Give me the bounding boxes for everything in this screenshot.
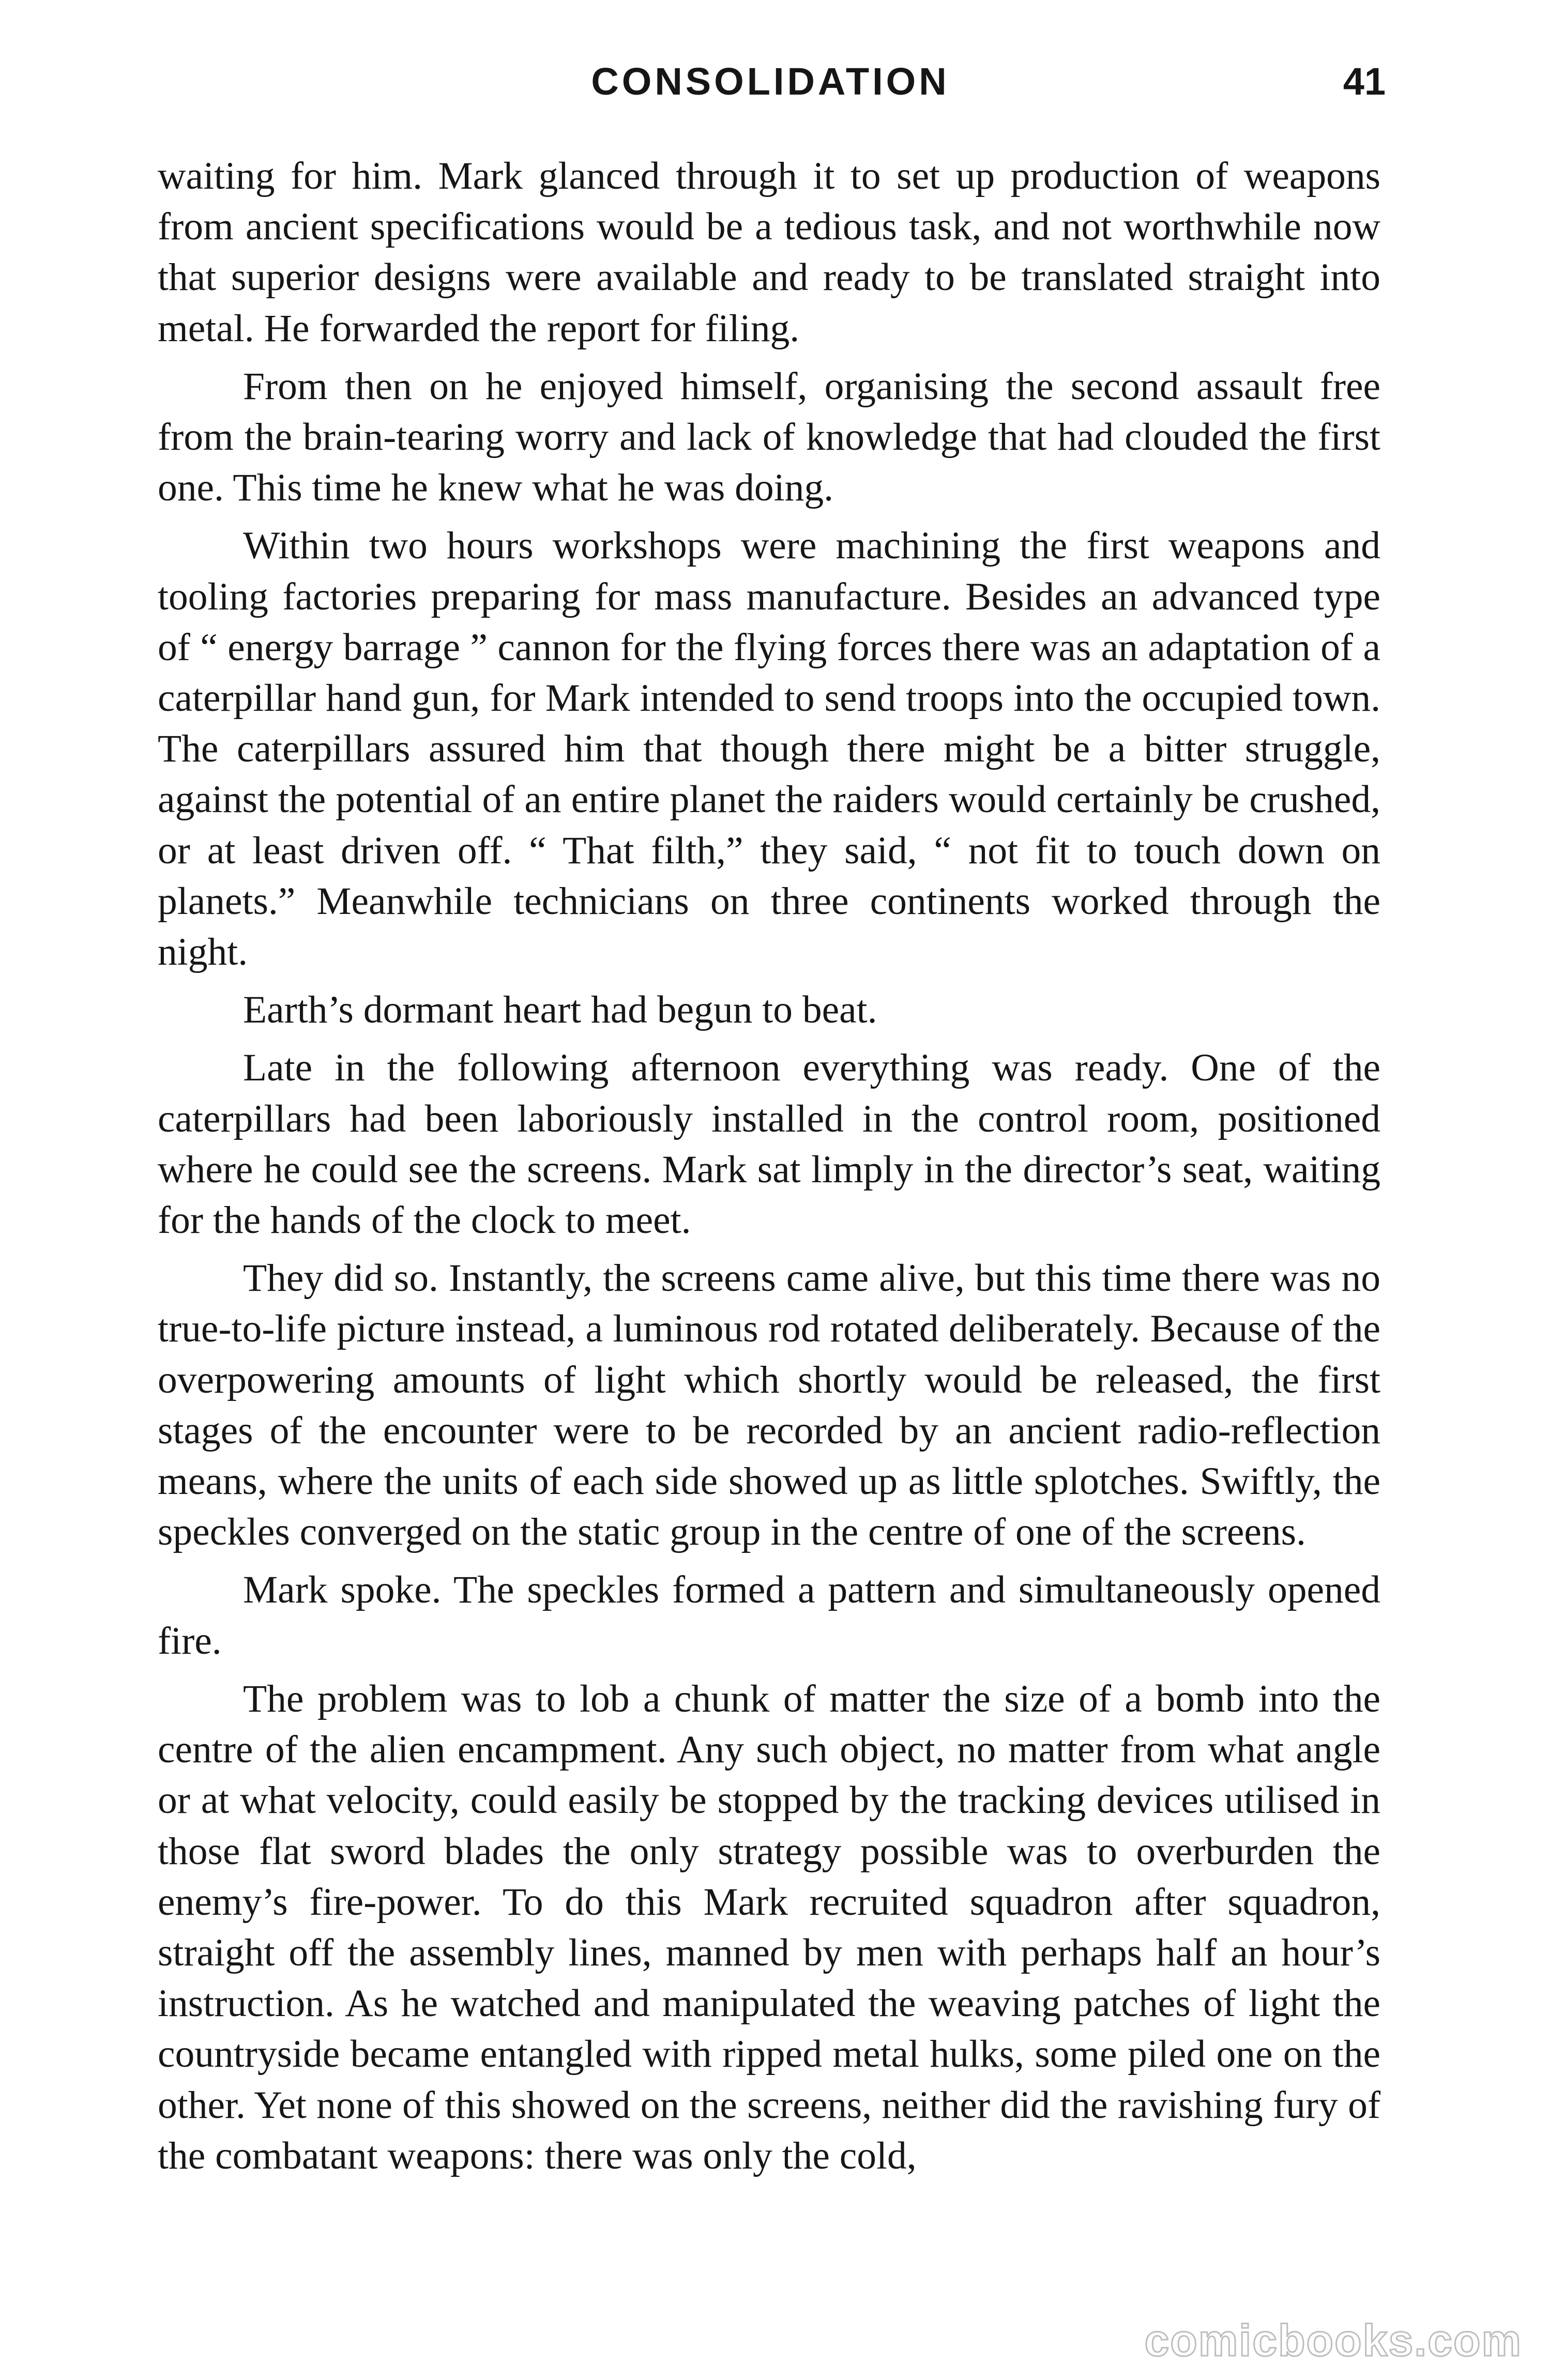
paragraph: From then on he enjoyed himself, organising the second assault free from the brain-tearing worry and lack of knowledge that had clouded the first one. This time he knew what he was doing.	[158, 364, 1380, 510]
paragraph: waiting for him. Mark glanced through it to set up production of weapons from ancient specifications would be a tedious task, and not worthwhile now that superior designs were available and ready to be translated straight into metal. He forwarded the report for filing.	[158, 155, 1380, 350]
paragraph: Within two hours workshops were machining the first weapons and tooling factories preparing for mass manufacture. Besides an advanced type of “ energy barrage ” cannon for the flying forces there was an adaptation of a caterpillar hand gun, for Mark intended to send troops into the occupied town. The caterpillars assured him that though there might be a bitter struggle, against the potential of an entire planet the raiders would certainly be crushed, or at least driven off. “ That filth,” they said, “ not fit to touch down on planets.” Meanwhile technicians on three continents worked through the night.	[158, 524, 1380, 974]
body-text	[158, 151, 1380, 2189]
paragraph: Mark spoke. The speckles formed a pattern and simultaneously opened fire.	[158, 1568, 1380, 1662]
paragraph: Late in the following afternoon everything was ready. One of the caterpillars had been laboriously installed in the control room, positioned where he could see the screens. Mark sat limply in the director’s seat, waiting for the hands of the clock to meet.	[158, 1046, 1380, 1242]
running-head	[155, 56, 1386, 108]
paragraph: Earth’s dormant heart had begun to beat.	[243, 988, 877, 1032]
page-number: 41	[1343, 60, 1386, 103]
running-title: CONSOLIDATION	[591, 60, 950, 103]
watermark: comicbooks.com	[1144, 2316, 1522, 2366]
paragraph: They did so. Instantly, the screens came alive, but this time there was no true-to-life picture instead, a luminous rod rotated deliberately. Because of the overpowering amounts of light which shortly would be released, the first stages of the encounter were to be recorded by an ancient radio-reflection means, where the units of each side showed up as little splotches. Swiftly, the speckles converged on the static group in the centre of one of the screens.	[158, 1257, 1380, 1554]
paragraph: The problem was to lob a chunk of matter the size of a bomb into the centre of the alien encampment. Any such object, no matter from what angle or at what velocity, could easily be stopped by the tracking devices utilised in those flat sword blades the only strategy possible was to overburden the enemy’s fire-power. To do this Mark recruited squadron after squadron, straight off the assembly lines, manned by men with perhaps half an hour’s instruction. As he watched and manipulated the weaving patches of light the countryside became entangled with ripped metal hulks, some piled one on the other. Yet none of this showed on the screens, neither did the ravishing fury of the combatant weapons: there was only the cold,	[158, 1677, 1380, 2177]
